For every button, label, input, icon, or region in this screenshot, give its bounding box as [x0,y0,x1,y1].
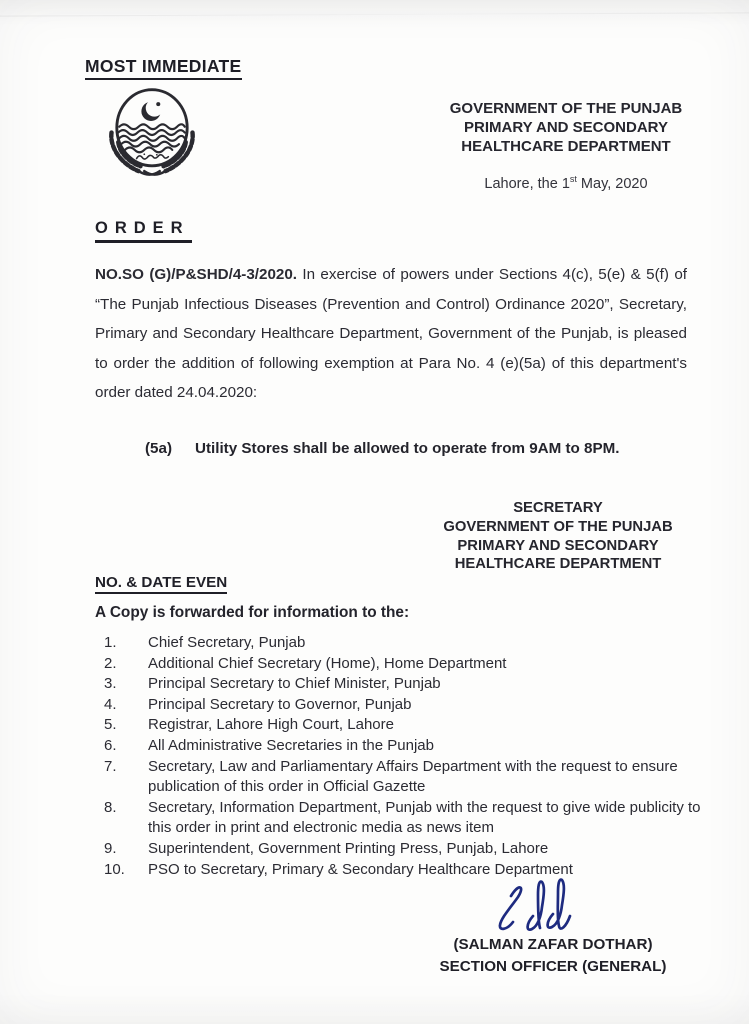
item-text: Principal Secretary to Chief Minister, Punjab [148,675,441,693]
item-text: Secretary, Law and Parliamentary Affairs Department with the request to ensure publication of this order in Official Gazette [148,757,678,796]
exemption-clause-text: Utility Stores shall be allowed to operate from 9AM to 8PM. [195,440,620,457]
date-text-rest: May, 2020 [576,176,648,192]
exemption-clause-label: (5a) [145,440,173,457]
item-number: 2. [104,654,117,672]
list-item [104,736,704,757]
list-item [104,674,704,695]
signatory-line: GOVERNMENT OF THE PUNJAB [443,518,673,535]
department-name-line3: HEALTHCARE DEPARTMENT [461,138,671,155]
distribution-list [104,633,704,880]
item-number: 10. [104,860,125,878]
item-number: 5. [104,716,117,734]
order-heading: ORDER [95,219,192,243]
list-item [104,654,704,675]
place-and-date [428,176,704,192]
distribution-reference: NO. & DATE EVEN [95,574,227,594]
item-text: Registrar, Lahore High Court, Lahore [148,716,394,734]
list-item [104,715,704,736]
signatory-designation-block [418,499,698,574]
exemption-clause [145,440,690,457]
handwritten-signature-icon [487,874,587,943]
signatory-title: SECTION OFFICER (GENERAL) [439,958,667,975]
signatory-line: PRIMARY AND SECONDARY [457,537,659,554]
distribution-intro: A Copy is forwarded for information to the: [95,604,410,621]
item-number: 8. [104,798,117,816]
order-body-text: In exercise of powers under Sections 4(c), 5(e) & 5(f) of “The Punjab Infectious Diseases (Prevention and Control) Ordinance 2020”, Secretary, Primary and Secondary Healthcare Department, Government of the Punjab, is pleased to order the addition of following exemption at Para No. 4 (e)(5a) of this department's order dated 24.04.2020: [95,266,687,402]
date-ordinal-suffix: st [569,174,577,185]
item-number: 4. [104,695,117,713]
item-number: 6. [104,736,117,754]
list-item [104,633,704,654]
item-text: Secretary, Information Department, Punjab with the request to give wide publicity to this order in print and electronic media as news item [148,798,701,837]
list-item [104,839,704,860]
item-number: 9. [104,839,117,857]
list-item [104,860,704,881]
punjab-government-emblem-icon [99,87,205,186]
date-text: Lahore, the 1 [484,176,570,192]
item-text: Chief Secretary, Punjab [148,634,306,651]
item-text: Principal Secretary to Governor, Punjab [148,695,412,713]
list-item [104,757,704,798]
classification-heading: MOST IMMEDIATE [85,56,242,80]
item-text: All Administrative Secretaries in the Punjab [148,736,434,754]
department-name-line1: GOVERNMENT OF THE PUNJAB [449,100,683,117]
order-body-paragraph [95,260,687,408]
item-number: 1. [104,634,117,651]
signatory-line: SECRETARY [513,500,603,516]
item-text: PSO to Secretary, Primary & Secondary Healthcare Department [148,860,573,878]
signatory-line: HEALTHCARE DEPARTMENT [454,556,662,573]
item-text: Superintendent, Government Printing Press, Punjab, Lahore [148,839,549,857]
item-number: 3. [104,675,117,693]
item-text: Additional Chief Secretary (Home), Home Department [148,654,507,672]
letterhead-block [428,99,704,192]
department-name-line2: PRIMARY AND SECONDARY [464,119,668,136]
list-item [104,798,704,839]
list-item [104,695,704,716]
item-number: 7. [104,757,117,775]
signatory-name: (SALMAN ZAFAR DOTHAR) [453,936,653,953]
order-reference-number: NO.SO (G)/P&SHD/4-3/2020. [95,266,298,283]
